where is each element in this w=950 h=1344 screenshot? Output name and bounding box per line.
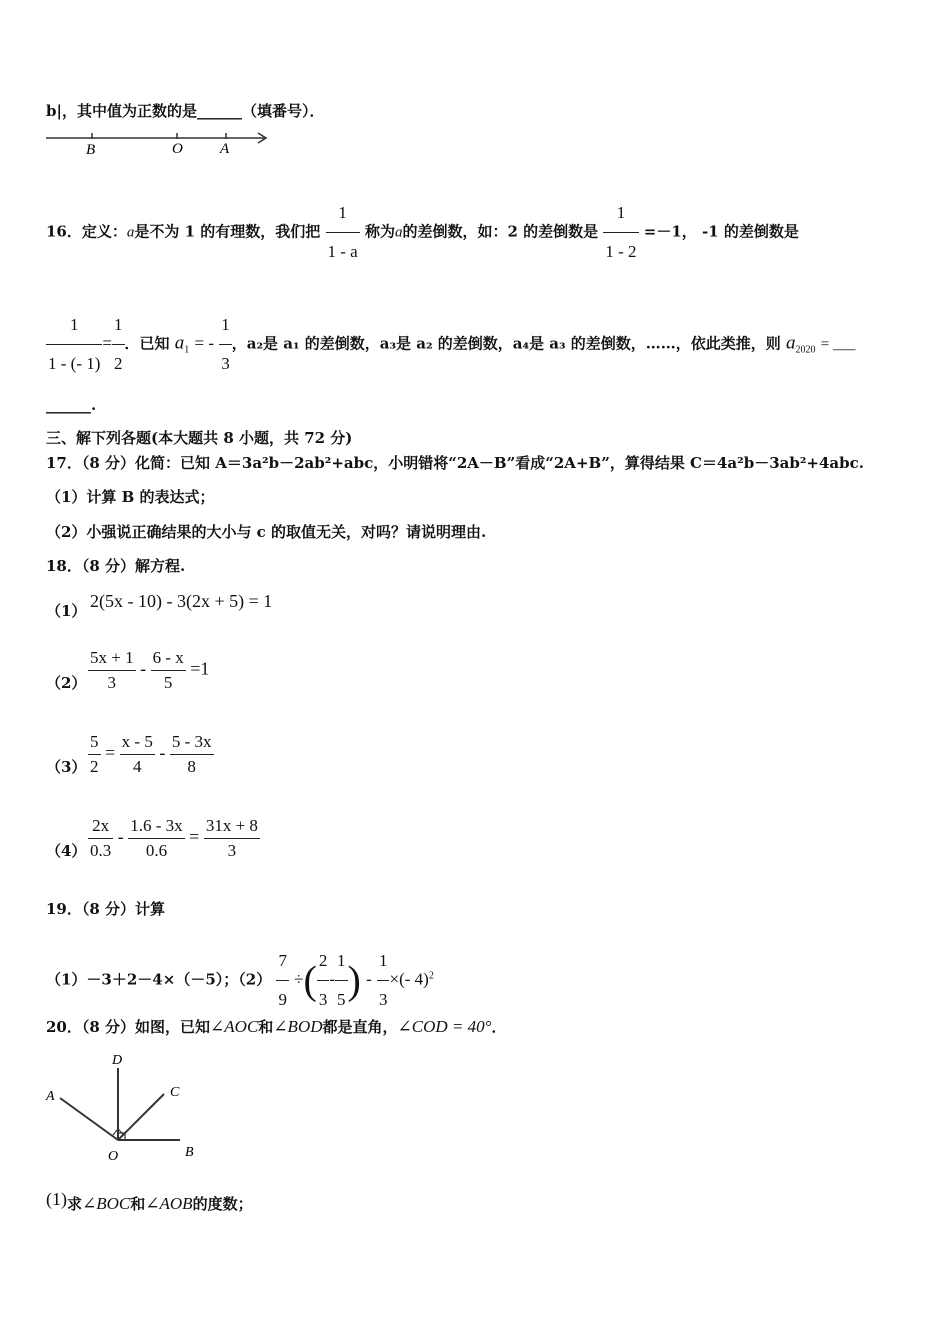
q16-blank: ______. <box>46 396 97 414</box>
q18-title: 18．（8 分）解方程. <box>46 557 186 575</box>
axis-label-B: B <box>86 142 96 158</box>
fraction-one-half: $\frac{1}{2}$ <box>112 308 125 381</box>
q18-label-4: （4） <box>46 842 87 860</box>
q17-part2: （2）小强说正确结果的大小与 c 的取值无关，对吗？请说明理由. <box>46 523 487 541</box>
fraction-1-over-1-minus-a: $\frac{1}{1 - a}$ <box>326 196 360 269</box>
point-label-O: O <box>108 1149 119 1164</box>
point-label-B: B <box>185 1145 194 1160</box>
q19-line: （1）－3＋2－4×（－5）；（2） $\frac{7}{9}$ ÷( $\frac{2}{3}$ - $\frac{1}{5}$ ) - $\frac{1}{3}$ ×(- 4)$^2$ <box>46 944 434 1017</box>
q16-number: 16． <box>46 222 82 241</box>
q18-label-3: （3） <box>46 758 87 776</box>
q17-stem: 17．（8 分）化简：已知 A＝3a²b－2ab²+abc，小明错将“2A－B”看成“2A+B”，算得结果 C＝4a²b－3ab²+4abc. <box>46 454 864 472</box>
q17-part1: （1）计算 B 的表达式； <box>46 488 215 506</box>
q18-label-2: （2） <box>46 674 87 692</box>
q18-equation-1: 2(5x - 10) - 3(2x + 5) = 1 <box>90 591 273 611</box>
q16-line2: $\frac{1}{1 - (- 1)}$ = $\frac{1}{2}$ ．已知 $a_1$ = - $\frac{1}{3}$ ，a₂是 a₁ 的差倒数，a₃是 a₂ 的差倒数，a₄是 a₃ 的差倒数，……，依此类推，则 $a_{2020}$ = ___ <box>46 308 855 381</box>
fraction-1-over-1-minus-2: $\frac{1}{1 - 2}$ <box>603 196 638 269</box>
q18-equation-4: $\frac{2x}{0.3}$ - $\frac{1.6 - 3x}{0.6}$ = $\frac{31x + 8}{3}$ <box>90 816 258 860</box>
q20-stem: 20．（8 分）如图，已知∠AOC和∠BOD都是直角，∠COD = 40°． <box>46 1017 507 1036</box>
q16-line1: 16．定义：a是不为 1 的有理数，我们把 $\frac{1}{1 - a}$ 称为a的差倒数，如：2 的差倒数是 $\frac{1}{1 - 2}$ =－1， -1 的差倒数是 <box>46 196 799 269</box>
q19-title: 19．（8 分）计算 <box>46 900 166 918</box>
angle-figure <box>40 1048 220 1168</box>
q18-label-1: （1） <box>46 602 87 620</box>
q20-part1: (1)求∠BOC和∠AOB的度数； <box>46 1189 253 1213</box>
q15-tail: b|，其中值为正数的是______（填番号）． <box>46 102 325 120</box>
q18-equation-2: $\frac{5x + 1}{3}$ - $\frac{6 - x}{5}$ =1 <box>90 648 210 692</box>
q18-equation-3: $\frac{5}{2}$ = $\frac{x - 5}{4}$ - $\frac{5 - 3x}{8}$ <box>90 732 212 776</box>
fraction-1-over-1-minus-neg1: $\frac{1}{1 - (- 1)}$ <box>46 308 102 381</box>
fraction-one-third: $\frac{1}{3}$ <box>219 308 232 381</box>
point-label-A: A <box>46 1089 55 1104</box>
section-title: 三、解下列各题(本大题共 8 小题，共 72 分) <box>46 429 353 447</box>
number-line-figure <box>44 128 274 158</box>
axis-label-A: A <box>220 141 230 157</box>
axis-label-O: O <box>172 141 183 157</box>
point-label-D: D <box>112 1053 123 1068</box>
point-label-C: C <box>170 1085 180 1100</box>
